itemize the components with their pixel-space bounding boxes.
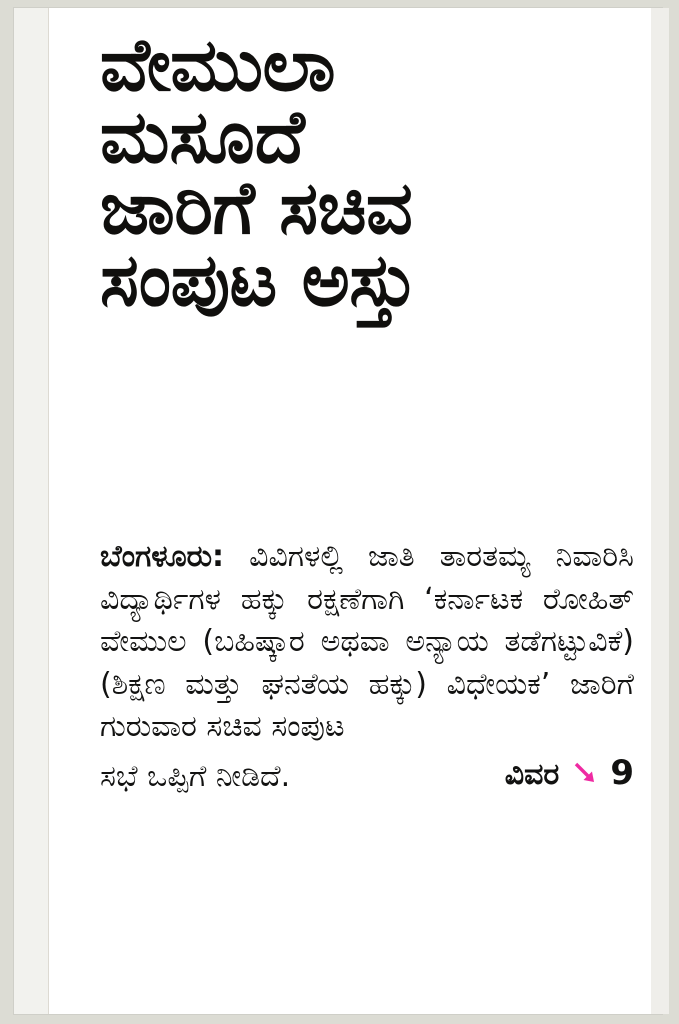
jump-reference[interactable] — [505, 749, 634, 799]
article-headline — [100, 23, 628, 323]
article-last-line — [100, 749, 634, 799]
page-right-margin — [651, 8, 669, 1014]
headline-line-3: ಜಾರಿಗೆ ಸಚಿವ — [100, 166, 413, 252]
headline-line-2: ಮಸೂದೆ — [100, 94, 305, 180]
article-body — [100, 536, 634, 799]
article-last-sentence: ಸಭೆ ಒಪ್ಪಿಗೆ ನೀಡಿದೆ. — [100, 758, 291, 794]
headline-line-4: ಸಂಪುಟ ಅಸ್ತು — [100, 237, 417, 323]
arrow-down-right-icon — [573, 756, 599, 799]
jump-label: ವಿವರ — [504, 756, 560, 792]
article-clipping — [48, 8, 648, 1014]
headline-line-1: ವೇಮುಲಾ — [100, 23, 336, 108]
article-paragraph — [100, 536, 634, 749]
jump-page-number: 9 — [610, 752, 634, 793]
article-body-text: ವಿವಿಗಳಲ್ಲಿ ಜಾತಿ ತಾರತಮ್ಯ ನಿವಾರಿಸಿ ವಿದ್ಯಾರ್ಥಿಗಳ ಹಕ್ಕು ರಕ್ಷಣೆಗಾಗಿ ‘ಕರ್ನಾಟಕ ರೋಹಿತ್ ವೇಮುಲ (ಬಹಿಷ್ಕಾರ ಅಥವಾ ಅನ್ಯಾಯ ತಡೆಗಟ್ಟುವಿಕೆ) (ಶಿಕ್ಷಣ ಮತ್ತು ಘನತೆಯ ಹಕ್ಕು) ವಿಧೇಯಕ’ ಜಾರಿಗೆ ಗುರುವಾರ ಸಚಿವ ಸಂಪುಟ — [100, 539, 634, 745]
page-left-margin — [14, 8, 49, 1014]
article-dateline: ಬೆಂಗಳೂರು: — [100, 539, 225, 574]
